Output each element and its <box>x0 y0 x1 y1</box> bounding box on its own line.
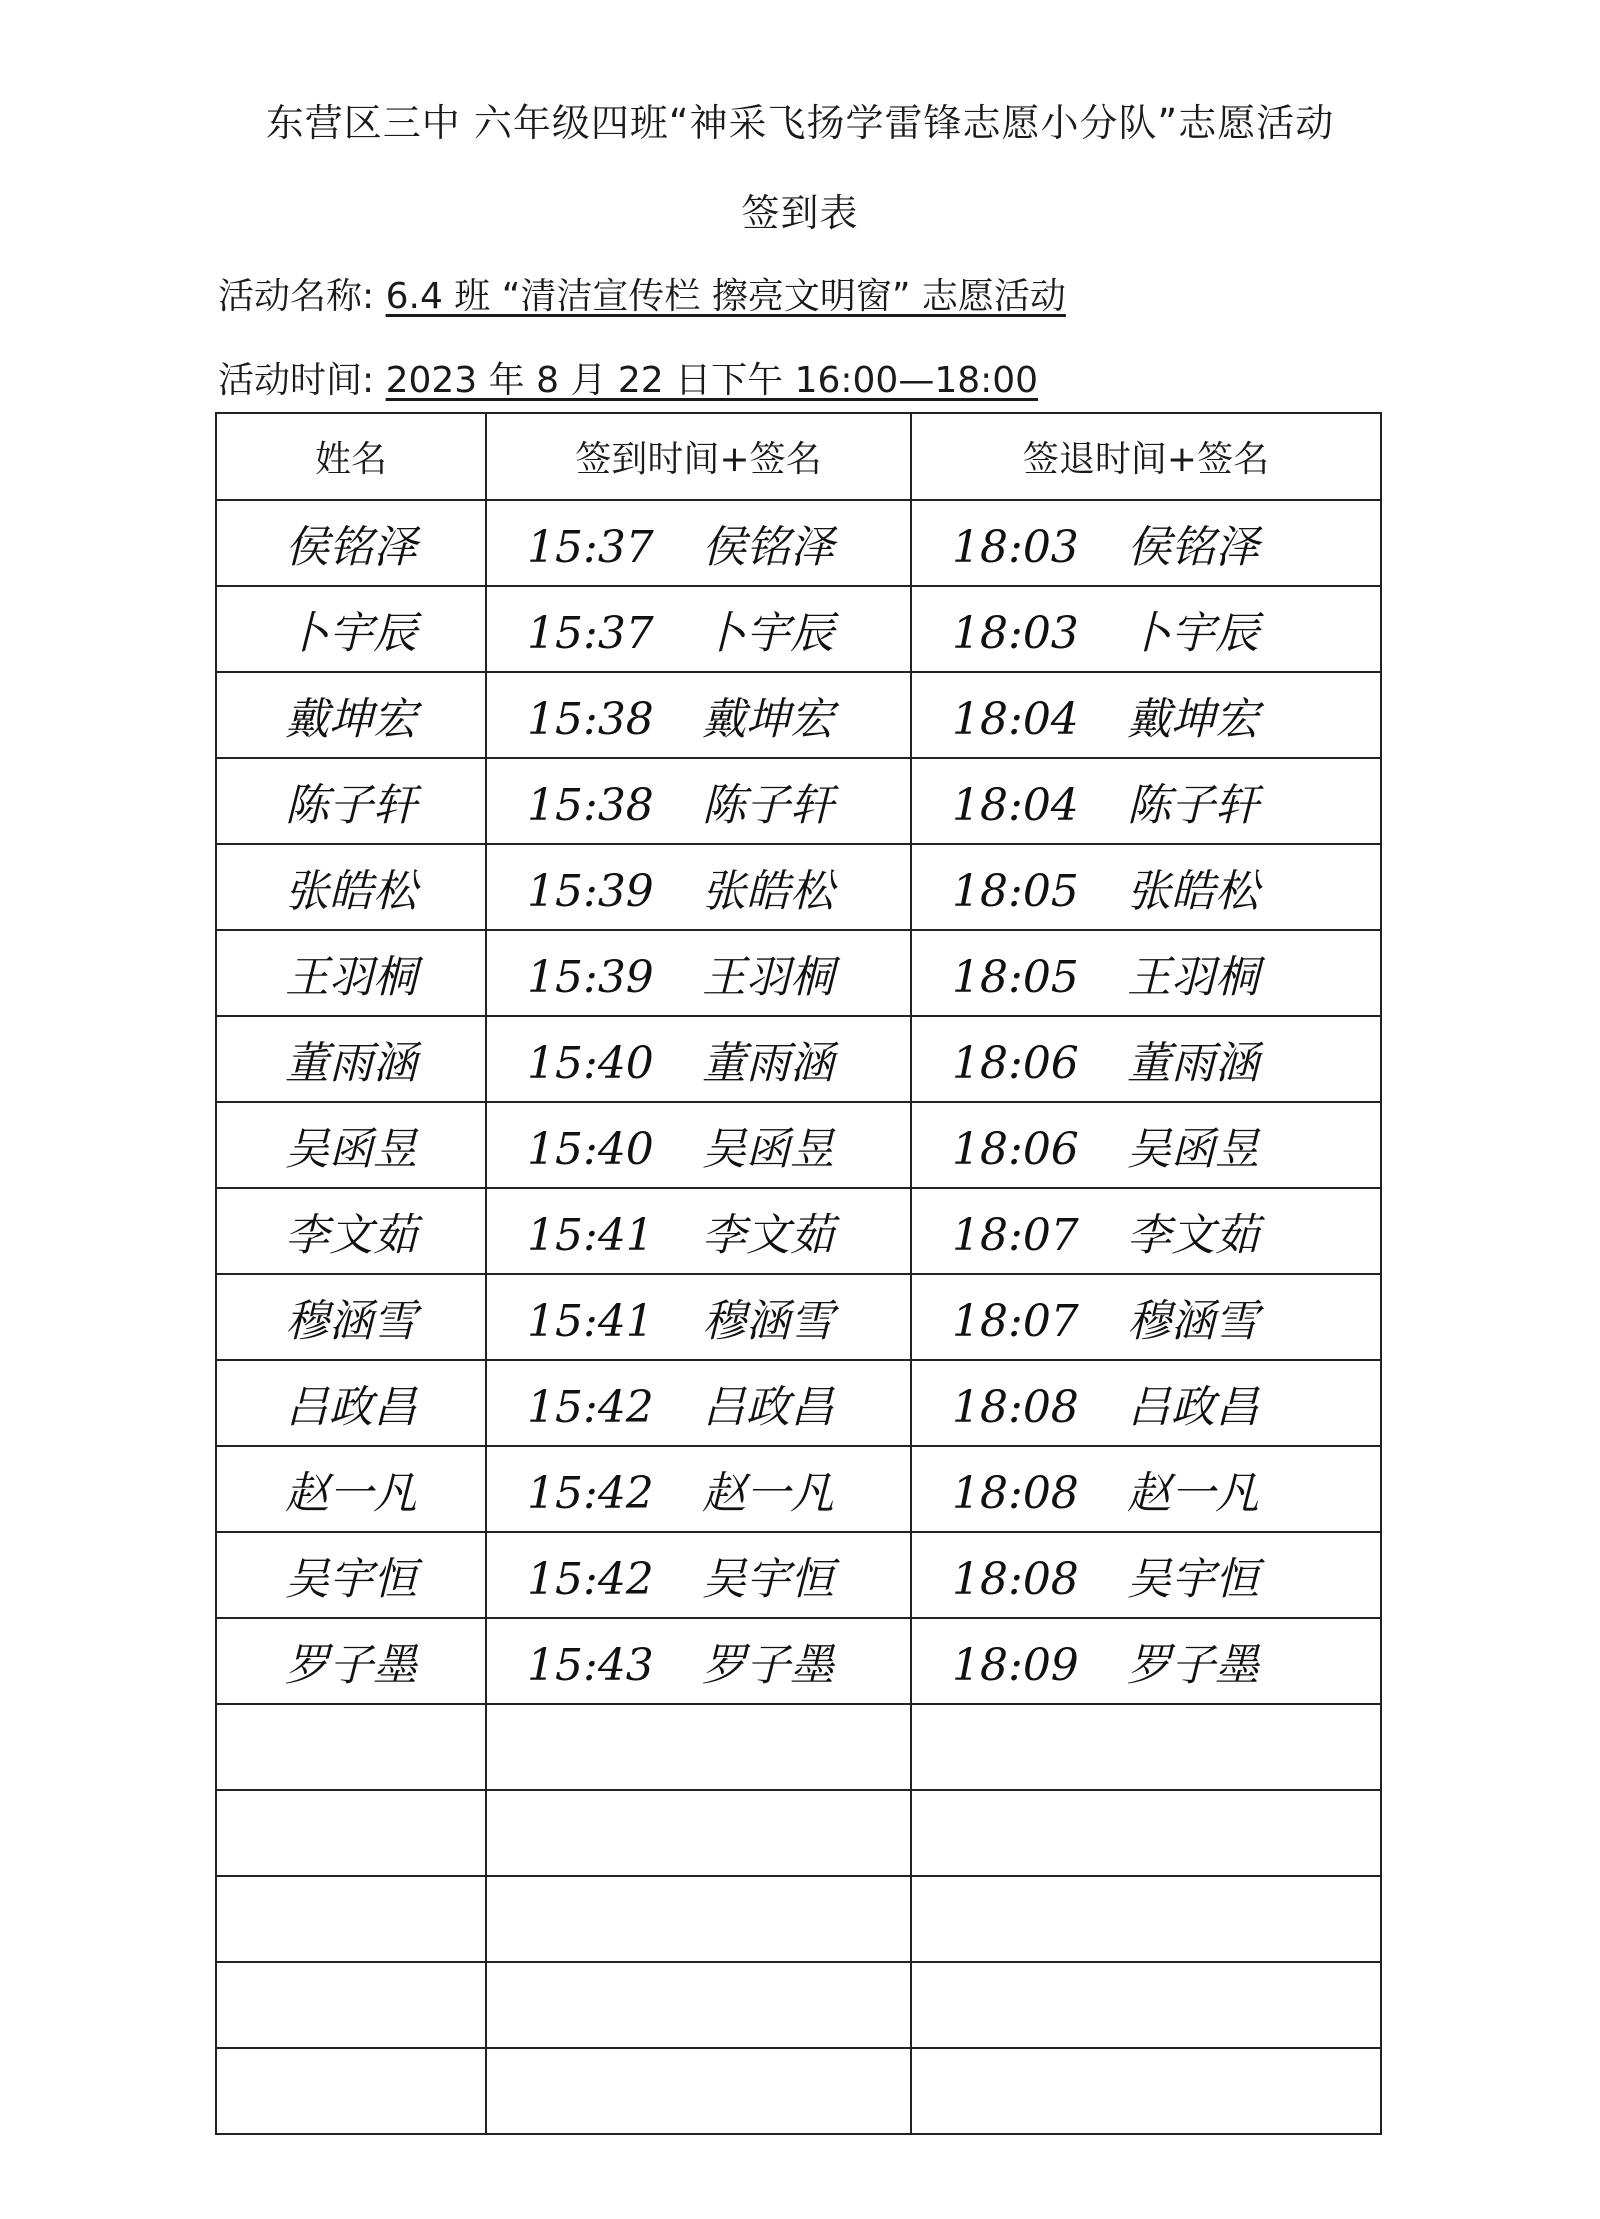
activity-time-label: 活动时间: <box>218 360 375 401</box>
empty-cell <box>216 1790 486 1876</box>
sign-out-signature: 侯铭泽 <box>1127 522 1259 573</box>
table-header-row <box>216 413 1381 500</box>
table-row <box>216 1532 1381 1618</box>
sign-out-signature: 穆涵雪 <box>1127 1296 1259 1347</box>
student-name: 侯铭泽 <box>216 500 486 586</box>
sign-in-time: 15:42 <box>527 1554 654 1605</box>
document-title: 东营区三中 六年级四班“神采飞扬学雷锋志愿小分队”志愿活动 <box>265 101 1335 145</box>
sign-out-cell <box>911 1016 1381 1102</box>
sign-in-cell <box>486 1016 911 1102</box>
sign-in-cell <box>486 758 911 844</box>
table-row <box>216 1360 1381 1446</box>
header-sign-in: 签到时间+签名 <box>486 413 911 500</box>
table-row <box>216 1016 1381 1102</box>
table-row <box>216 1102 1381 1188</box>
empty-row <box>216 1962 1381 2048</box>
sign-out-cell <box>911 586 1381 672</box>
sign-out-signature: 董雨涵 <box>1127 1038 1259 1089</box>
sign-out-time: 18:04 <box>952 694 1079 745</box>
sign-out-signature: 王羽桐 <box>1127 952 1259 1003</box>
student-name: 穆涵雪 <box>216 1274 486 1360</box>
sign-in-signature: 穆涵雪 <box>702 1296 834 1347</box>
sign-in-signature: 陈子轩 <box>702 780 834 831</box>
activity-name-field <box>218 268 1066 319</box>
table-row <box>216 586 1381 672</box>
sign-in-time: 15:42 <box>527 1468 654 1519</box>
student-name: 张皓松 <box>216 844 486 930</box>
table-row <box>216 1188 1381 1274</box>
activity-name-value: 6.4 班 “清洁宣传栏 擦亮文明窗” 志愿活动 <box>385 276 1066 317</box>
table-row <box>216 844 1381 930</box>
student-name: 赵一凡 <box>216 1446 486 1532</box>
empty-row <box>216 1876 1381 1962</box>
sign-out-cell <box>911 1102 1381 1188</box>
student-name: 吕政昌 <box>216 1360 486 1446</box>
sign-in-signature: 董雨涵 <box>702 1038 834 1089</box>
sign-in-signature: 侯铭泽 <box>702 522 834 573</box>
activity-time-field <box>218 352 1038 403</box>
sign-out-cell <box>911 672 1381 758</box>
sign-in-time: 15:43 <box>527 1640 654 1691</box>
activity-time-value: 2023 年 8 月 22 日下午 16:00—18:00 <box>385 360 1039 401</box>
sign-out-signature: 吴宇恒 <box>1127 1554 1259 1605</box>
header-sign-out: 签退时间+签名 <box>911 413 1381 500</box>
sign-in-time: 15:38 <box>527 694 654 745</box>
sign-out-time: 18:09 <box>952 1640 1079 1691</box>
sign-in-cell <box>486 586 911 672</box>
sign-in-time: 15:39 <box>527 866 654 917</box>
sign-in-cell <box>486 1274 911 1360</box>
sign-in-signature: 王羽桐 <box>702 952 834 1003</box>
sign-in-cell <box>486 500 911 586</box>
sign-out-time: 18:05 <box>952 952 1079 1003</box>
sign-out-signature: 罗子墨 <box>1127 1640 1259 1691</box>
sign-out-signature: 卜宇辰 <box>1127 608 1259 659</box>
sign-in-cell <box>486 1532 911 1618</box>
sign-in-cell <box>486 1618 911 1704</box>
sign-in-signature: 张皓松 <box>702 866 834 917</box>
sign-in-cell <box>486 1102 911 1188</box>
empty-cell <box>216 1704 486 1790</box>
sign-out-time: 18:03 <box>952 608 1079 659</box>
student-name: 戴坤宏 <box>216 672 486 758</box>
sign-in-signature: 李文茹 <box>702 1210 834 1261</box>
sign-out-time: 18:05 <box>952 866 1079 917</box>
empty-cell <box>486 2048 911 2134</box>
student-name: 王羽桐 <box>216 930 486 1016</box>
sign-out-time: 18:04 <box>952 780 1079 831</box>
sign-in-cell <box>486 1188 911 1274</box>
table-row <box>216 930 1381 1016</box>
sign-in-time: 15:39 <box>527 952 654 1003</box>
sign-in-signature: 赵一凡 <box>702 1468 834 1519</box>
sign-out-cell <box>911 758 1381 844</box>
sign-out-time: 18:06 <box>952 1124 1079 1175</box>
sign-out-signature: 吴函昱 <box>1127 1124 1259 1175</box>
sign-out-signature: 陈子轩 <box>1127 780 1259 831</box>
sign-out-time: 18:07 <box>952 1210 1079 1261</box>
sign-in-signature: 吕政昌 <box>702 1382 834 1433</box>
empty-row <box>216 2048 1381 2134</box>
sign-in-cell <box>486 1446 911 1532</box>
activity-name-label: 活动名称: <box>218 276 375 317</box>
empty-row <box>216 1790 1381 1876</box>
sign-out-cell <box>911 930 1381 1016</box>
student-name: 陈子轩 <box>216 758 486 844</box>
sign-out-cell <box>911 844 1381 930</box>
sign-out-time: 18:03 <box>952 522 1079 573</box>
table-row <box>216 758 1381 844</box>
sign-out-cell <box>911 1360 1381 1446</box>
table-row <box>216 500 1381 586</box>
empty-cell <box>911 2048 1381 2134</box>
sign-in-signature: 戴坤宏 <box>702 694 834 745</box>
sign-out-cell <box>911 1188 1381 1274</box>
table-row <box>216 1618 1381 1704</box>
empty-cell <box>911 1790 1381 1876</box>
sign-in-signature: 吴函昱 <box>702 1124 834 1175</box>
sign-out-signature: 张皓松 <box>1127 866 1259 917</box>
empty-cell <box>911 1704 1381 1790</box>
sign-in-cell <box>486 844 911 930</box>
sign-in-time: 15:41 <box>527 1210 654 1261</box>
sign-out-time: 18:08 <box>952 1468 1079 1519</box>
sign-in-signature: 罗子墨 <box>702 1640 834 1691</box>
student-name: 吴宇恒 <box>216 1532 486 1618</box>
sign-in-cell <box>486 672 911 758</box>
sign-out-cell <box>911 1446 1381 1532</box>
sign-out-time: 18:06 <box>952 1038 1079 1089</box>
sign-out-time: 18:07 <box>952 1296 1079 1347</box>
sign-in-cell <box>486 930 911 1016</box>
sign-in-time: 15:40 <box>527 1124 654 1175</box>
sign-out-cell <box>911 1618 1381 1704</box>
table-row <box>216 1274 1381 1360</box>
student-name: 卜宇辰 <box>216 586 486 672</box>
sign-out-signature: 赵一凡 <box>1127 1468 1259 1519</box>
sign-in-time: 15:37 <box>527 608 654 659</box>
empty-cell <box>216 2048 486 2134</box>
document-subtitle: 签到表 <box>741 191 859 235</box>
sign-out-signature: 李文茹 <box>1127 1210 1259 1261</box>
empty-cell <box>911 1962 1381 2048</box>
sign-in-signature: 吴宇恒 <box>702 1554 834 1605</box>
student-name: 吴函昱 <box>216 1102 486 1188</box>
header-name: 姓名 <box>216 413 486 500</box>
empty-cell <box>216 1876 486 1962</box>
empty-cell <box>911 1876 1381 1962</box>
empty-row <box>216 1704 1381 1790</box>
empty-cell <box>486 1790 911 1876</box>
sign-in-time: 15:37 <box>527 522 654 573</box>
empty-cell <box>486 1704 911 1790</box>
sign-in-cell <box>486 1360 911 1446</box>
table-row <box>216 672 1381 758</box>
sign-in-signature: 卜宇辰 <box>702 608 834 659</box>
sign-in-time: 15:38 <box>527 780 654 831</box>
sign-out-signature: 戴坤宏 <box>1127 694 1259 745</box>
table-row <box>216 1446 1381 1532</box>
empty-cell <box>216 1962 486 2048</box>
sign-out-cell <box>911 500 1381 586</box>
sign-out-time: 18:08 <box>952 1382 1079 1433</box>
sign-out-time: 18:08 <box>952 1554 1079 1605</box>
empty-cell <box>486 1876 911 1962</box>
sign-out-signature: 吕政昌 <box>1127 1382 1259 1433</box>
student-name: 罗子墨 <box>216 1618 486 1704</box>
sign-in-time: 15:40 <box>527 1038 654 1089</box>
sign-in-time: 15:42 <box>527 1382 654 1433</box>
sign-in-table <box>215 412 1382 2135</box>
student-name: 李文茹 <box>216 1188 486 1274</box>
student-name: 董雨涵 <box>216 1016 486 1102</box>
sign-in-time: 15:41 <box>527 1296 654 1347</box>
sign-out-cell <box>911 1274 1381 1360</box>
sign-out-cell <box>911 1532 1381 1618</box>
empty-cell <box>486 1962 911 2048</box>
